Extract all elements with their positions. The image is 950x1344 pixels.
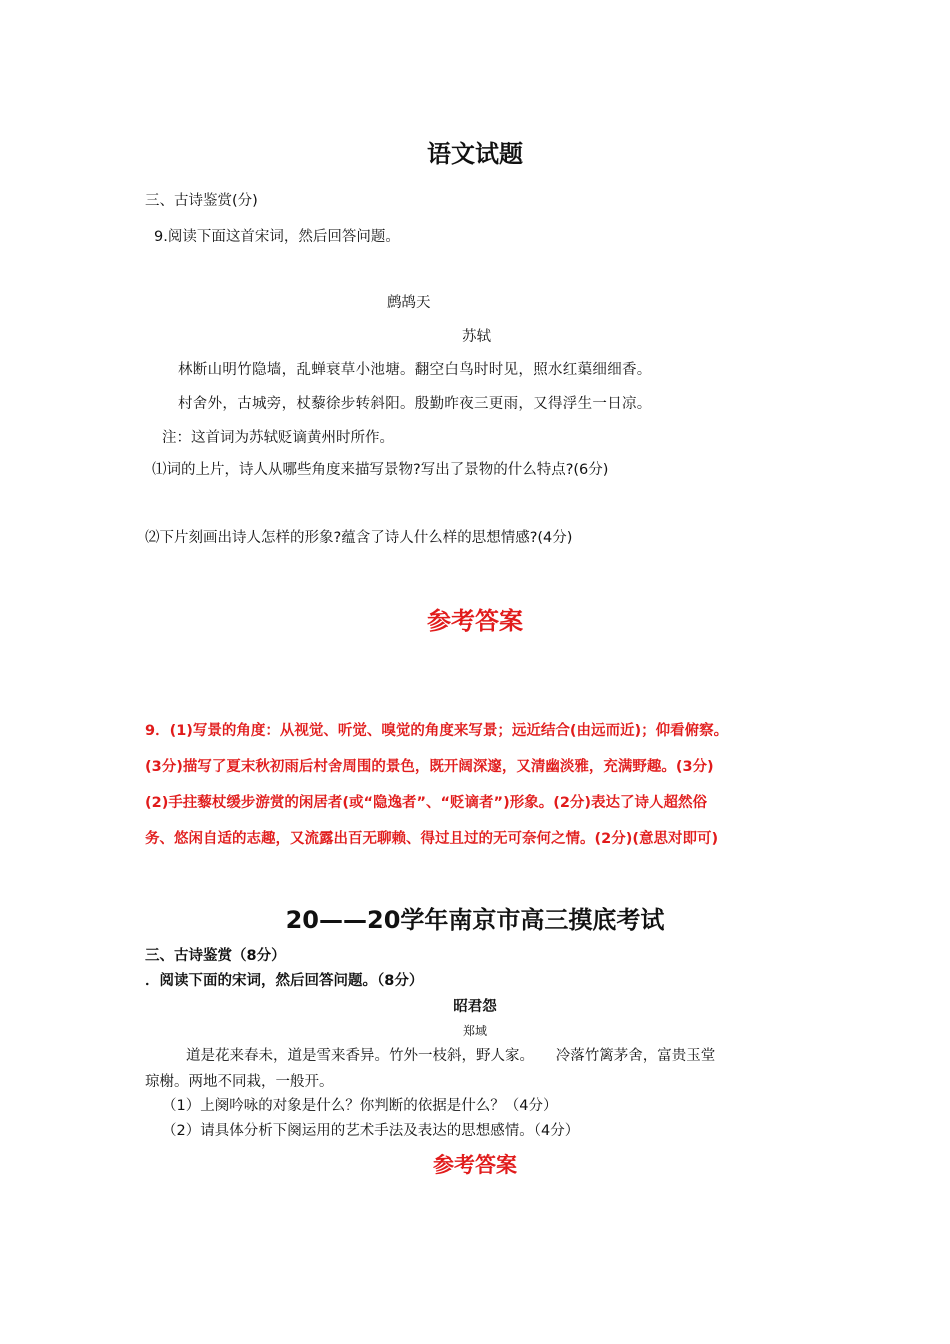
sub-question-1: （1）上阕吟咏的对象是什么？你判断的依据是什么？（4分） bbox=[162, 1098, 558, 1114]
sub-question-1: ⑴词的上片，诗人从哪些角度来描写景物?写出了景物的什么特点?(6分) bbox=[152, 462, 609, 478]
answer-line: 务、悠闲自适的志趣，又流露出百无聊赖、得过且过的无可奈何之情。(2分)(意思对即可) bbox=[145, 831, 719, 847]
poem-author: 苏轼 bbox=[462, 329, 491, 345]
answer-line: 9．(1)写景的角度：从视觉、听觉、嗅觉的角度来写景；远近结合(由远而近)；仰看俯察。 bbox=[145, 723, 729, 739]
poem-title: 昭君怨 bbox=[453, 999, 497, 1015]
question-prompt: ．阅读下面的宋词，然后回答问题。（8分） bbox=[145, 973, 424, 989]
section-heading: 三、古诗鉴赏（8分） bbox=[145, 948, 286, 964]
answer-heading: 参考答案 bbox=[427, 607, 523, 635]
exam-title: 20——20学年南京市高三摸底考试 bbox=[285, 906, 665, 934]
section-heading: 三、古诗鉴赏(分) bbox=[145, 193, 258, 209]
answer-line: (2)手拄藜杖缓步游赏的闲居者(或“隐逸者”、“贬谪者”)形象。(2分)表达了诗人超然俗 bbox=[145, 795, 708, 811]
answer-line: (3分)描写了夏末秋初雨后村舍周围的景色，既开阔深邃，又清幽淡雅，充满野趣。(3分) bbox=[145, 759, 714, 775]
question-prompt: 9.阅读下面这首宋词，然后回答问题。 bbox=[154, 229, 400, 245]
poem-line: 林断山明竹隐墙，乱蝉衰草小池塘。翻空白鸟时时见，照水红蕖细细香。 bbox=[178, 362, 652, 378]
poem-note: 注：这首词为苏轼贬谪黄州时所作。 bbox=[162, 430, 394, 446]
sub-question-2: ⑵下片刻画出诗人怎样的形象?蕴含了诗人什么样的思想情感?(4分) bbox=[145, 530, 573, 546]
poem-line: 村舍外，古城旁，杖藜徐步转斜阳。殷勤昨夜三更雨，又得浮生一日凉。 bbox=[178, 396, 652, 412]
poem-line: 琼榭。两地不同栽，一般开。 bbox=[145, 1074, 334, 1090]
poem-line: 道是花来春未，道是雪来香异。竹外一枝斜，野人家。 冷落竹篱茅舍，富贵玉堂 bbox=[186, 1048, 716, 1064]
poem-title: 鹧鸪天 bbox=[387, 295, 431, 311]
poem-author: 郑域 bbox=[462, 1024, 487, 1038]
page-title: 语文试题 bbox=[427, 140, 523, 168]
answer-heading: 参考答案 bbox=[433, 1153, 517, 1177]
sub-question-2: （2）请具体分析下阕运用的艺术手法及表达的思想感情。（4分） bbox=[162, 1123, 580, 1139]
